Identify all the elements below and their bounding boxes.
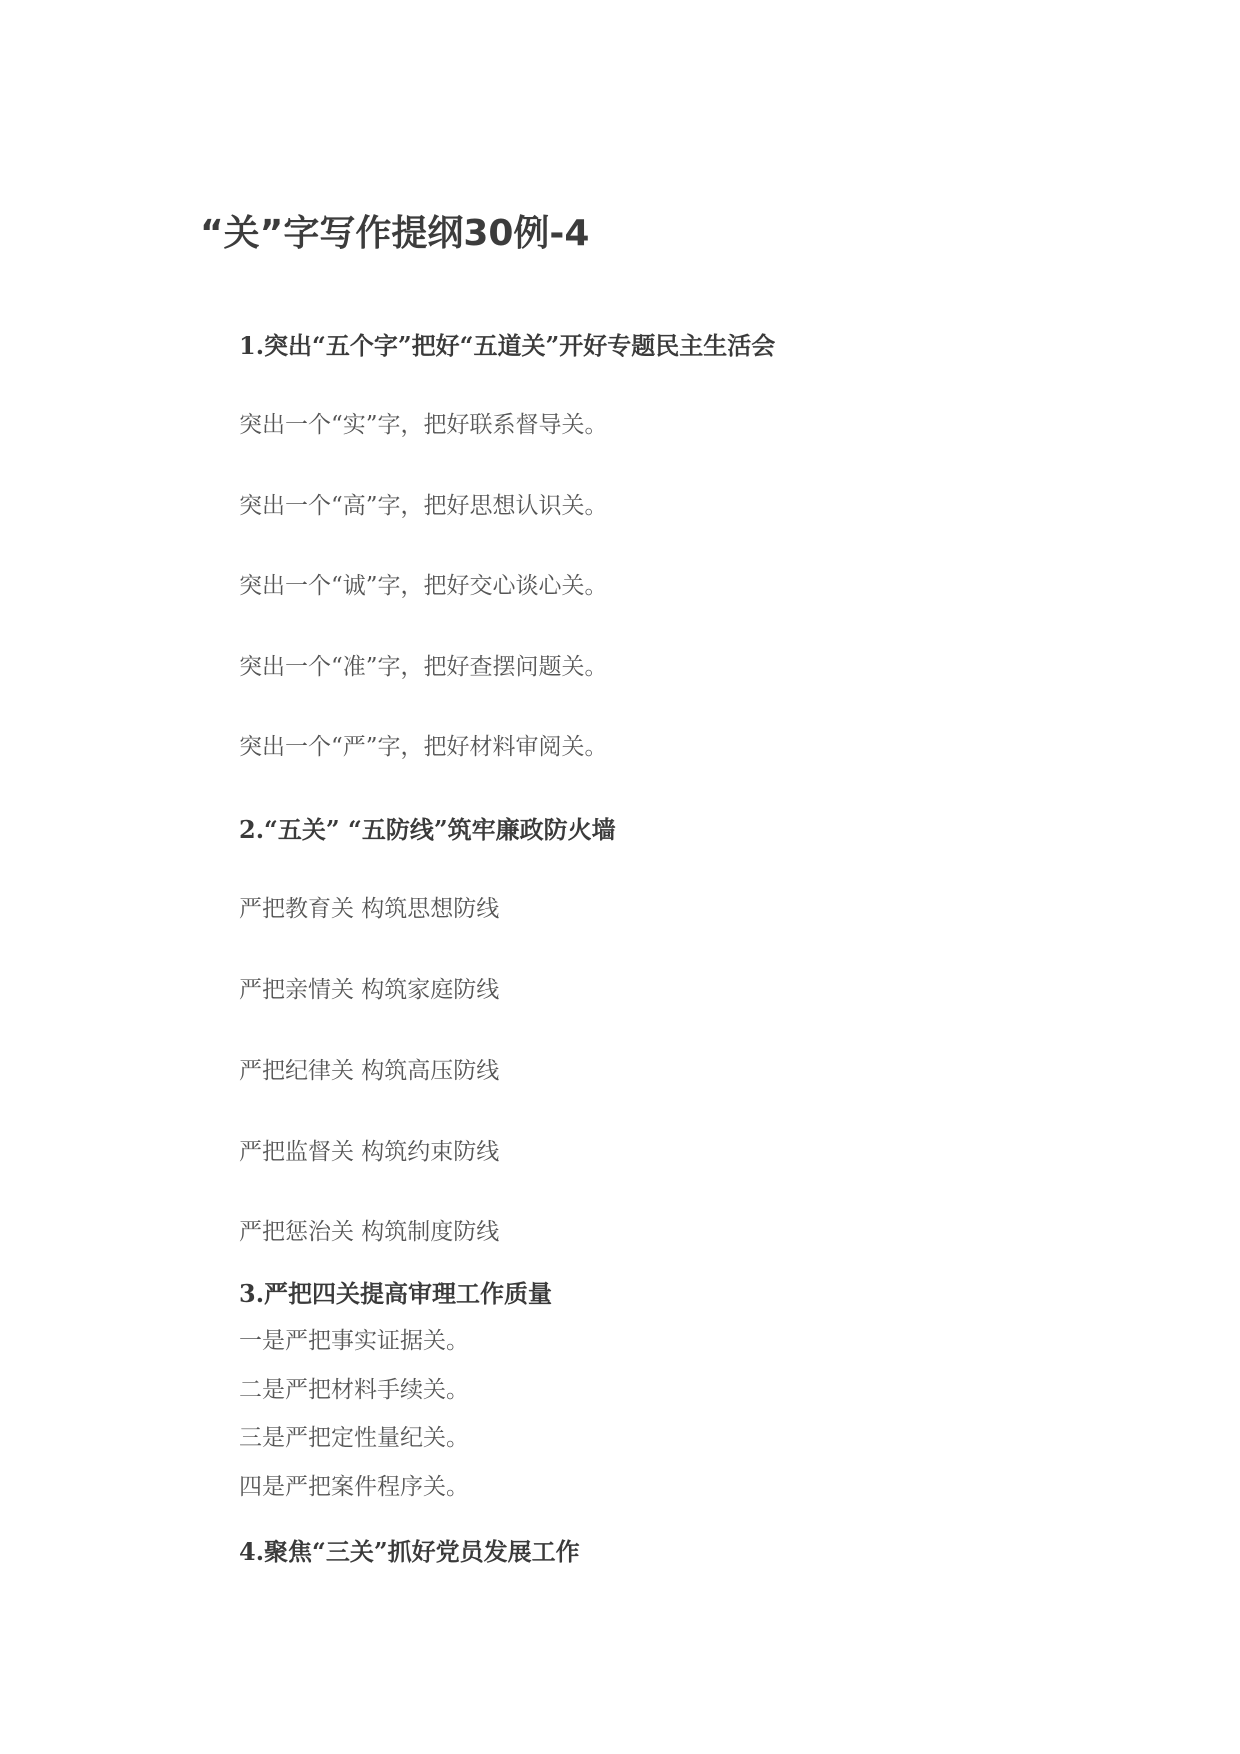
document-title: “关”字写作提纲30例-4 — [200, 213, 590, 254]
section-2-item-2: 严把亲情关 构筑家庭防线 — [239, 977, 500, 1003]
section-1-item-1: 突出一个“实”字，把好联系督导关。 — [239, 412, 608, 438]
section-2-heading: 2.“五关” “五防线”筑牢廉政防火墙 — [239, 815, 616, 844]
section-3-item-1: 一是严把事实证据关。 — [239, 1328, 469, 1354]
section-1-item-4: 突出一个“准”字，把好查摆问题关。 — [239, 654, 608, 680]
section-2-item-5: 严把惩治关 构筑制度防线 — [239, 1219, 500, 1245]
section-1-heading: 1.突出“五个字”把好“五道关”开好专题民主生活会 — [239, 331, 776, 360]
section-1-item-3: 突出一个“诚”字，把好交心谈心关。 — [239, 573, 608, 599]
section-4-heading: 4.聚焦“三关”抓好党员发展工作 — [239, 1537, 580, 1566]
section-2-item-1: 严把教育关 构筑思想防线 — [239, 896, 500, 922]
section-3-heading: 3.严把四关提高审理工作质量 — [239, 1279, 553, 1308]
section-2-item-4: 严把监督关 构筑约束防线 — [239, 1139, 500, 1165]
section-3-item-3: 三是严把定性量纪关。 — [239, 1425, 469, 1451]
section-3-item-2: 二是严把材料手续关。 — [239, 1377, 469, 1403]
section-3-item-4: 四是严把案件程序关。 — [239, 1474, 469, 1500]
section-1-item-5: 突出一个“严”字，把好材料审阅关。 — [239, 734, 608, 760]
section-2-item-3: 严把纪律关 构筑高压防线 — [239, 1058, 500, 1084]
section-1-item-2: 突出一个“高”字，把好思想认识关。 — [239, 493, 608, 519]
